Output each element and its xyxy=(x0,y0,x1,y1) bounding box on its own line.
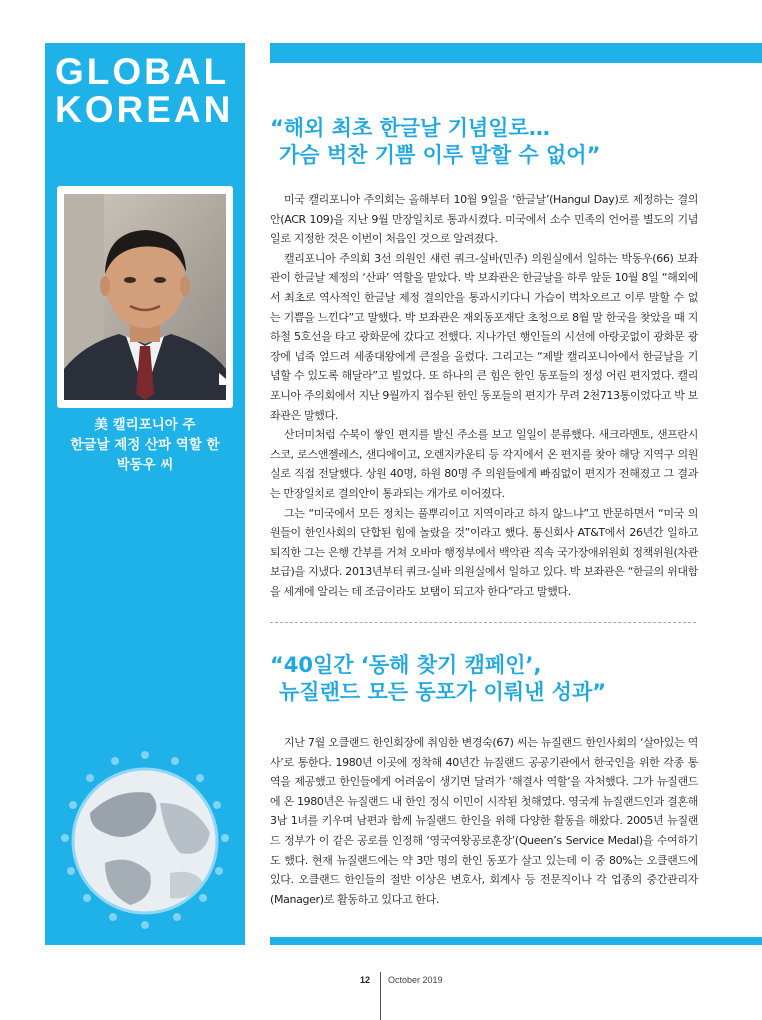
page-footer xyxy=(270,972,570,1020)
article-1-title xyxy=(270,115,710,169)
caption-line-3: 박동우 씨 xyxy=(116,457,174,473)
article-2-paragraph: 지난 7월 오클랜드 한인회장에 취임한 변경숙(67) 씨는 뉴질랜드 한인사회의 ‘살아있는 역사’로 통한다. 1980년 이곳에 정착해 40년간 뉴질랜드 공공기관에서 한국인을 위한 각종 통역을 제공했고 한인들에게 어려움이 생기면 달려가 ‘해결사 역할’을 자처했다. 그가 뉴질랜드에 온 1980년은 뉴질랜드 내 한인 정식 이민이 시작된 첫해였다. 영국계 뉴질랜드인과 결혼해 3남 1녀를 키우며 남편과 함께 뉴질랜드 한인을 위해 다양한 활동을 해왔다. 2005년 뉴질랜드 정부가 이 같은 공로를 인정해 ‘영국여왕공로훈장’(Queen’s Service Medal)을 수여하기도 했다. 현재 뉴질랜드에는 약 3만 명의 한인 동포가 살고 있는데 이 중 80%는 오클랜드에 있다. 오클랜드 한인들의 절반 이상은 변호사, 회계사 등 전문직이나 각 업종의 중간관리자(Manager)로 활동하고 있다고 한다. xyxy=(270,736,698,906)
issue-date: October 2019 xyxy=(388,975,443,985)
globe-illustration xyxy=(45,733,245,953)
article-1-paragraph: 그는 “미국에서 모든 정치는 풀뿌리이고 지역이라고 하지 않느냐”고 반문하면서 “미국 의원들이 한인사회의 단합된 힘에 놀랐을 것”이라고 했다. 통신회사 AT&T에서 26년간 일하고 퇴직한 그는 은행 간부를 거쳐 오바마 행정부에서 백악관 직속 국가장애위원회 정책위원(차관보급)을 지냈다. 2013년부터 쿼크-실바 의원실에서 일하고 있다. 박 보좌관은 “한글의 위대함을 세계에 알리는 데 조금이라도 보탬이 되고자 한다”라고 말했다. xyxy=(270,506,698,598)
brand-line-1: GLOBAL xyxy=(55,51,230,92)
article-1-body xyxy=(270,190,698,601)
portrait-frame-tail xyxy=(219,373,233,385)
sidebar-panel xyxy=(45,43,245,945)
article-2-title-line-1: “40일간 ‘동해 찾기 캠페인’, xyxy=(270,653,542,677)
article-1-title-line-2: 가슴 벅찬 기쁨 이루 말할 수 없어” xyxy=(279,143,601,167)
portrait-frame xyxy=(57,186,233,408)
header-accent-bar xyxy=(270,43,762,63)
caption-line-2: 한글날 제정 산파 역할 한 xyxy=(70,437,220,453)
globe-people-icon xyxy=(45,733,245,953)
article-2-title xyxy=(270,652,710,706)
portrait-photo xyxy=(64,194,226,400)
portrait-caption xyxy=(45,415,245,475)
brand-line-2: KOREAN xyxy=(55,89,234,130)
page-number: 12 xyxy=(359,975,370,985)
caption-line-1: 美 캘리포니아 주 xyxy=(94,417,196,433)
article-1-paragraph: 산더미처럼 수북이 쌓인 편지를 발신 주소를 보고 일일이 분류했다. 새크라멘토, 샌프란시스코, 로스앤젤레스, 샌디에이고, 오렌지카운티 등 각지에서 온 편지를 찾아 해당 지역구 의원실로 직접 전달했다. 상원 40명, 하원 80명 주 의원들에게 빠짐없이 편지가 전해졌고 그 결과는 만장일치로 결의안이 통과되는 개가로 이어졌다. xyxy=(270,428,698,500)
article-1-paragraph: 캘리포니아 주의회 3선 의원인 섀런 쿼크-실바(민주) 의원실에서 일하는 박동우(66) 보좌관이 한글날 제정의 ‘산파’ 역할을 맡았다. 박 보좌관은 한글날을 하루 앞둔 10월 8일 “해외에서 최초로 역사적인 한글날 제정 결의안을 통과시키다니 가슴이 벅차오르고 이루 말할 수 없는 기쁨을 느낀다”고 말했다. 박 보좌관은 재외동포재단 초청으로 8월 말 한국을 찾았을 때 지하철 5호선을 타고 광화문에 갔다고 전했다. 지나가던 행인들의 시선에 아랑곳없이 광화문 광장에 넙죽 엎드려 세종대왕에게 큰절을 올렸다. 그리고는 “제발 캘리포니아에서 한글날을 기념할 수 있도록 해달라”고 빌었다. 또 하나의 큰 힘은 한인 동포들의 정성 어린 편지였다. 캘리포니아 주의회에서 지난 9월까지 접수된 한인 동포들의 편지가 무려 2천713통이었다고 박 보좌관은 말했다. xyxy=(270,251,698,422)
article-1-title-line-1: “해외 최초 한글날 기념일로… xyxy=(270,116,550,140)
article-2-title-line-2: 뉴질랜드 모든 동포가 이뤄낸 성과” xyxy=(279,680,607,704)
article-1-paragraph: 미국 캘리포니아 주의회는 올해부터 10월 9일을 ‘한글날’(Hangul Day)로 제정하는 결의안(ACR 109)을 지난 9월 만장일치로 통과시켰다. 미국에서 소수 민족의 언어를 별도의 기념일로 지정한 것은 이번이 처음인 것으로 알려졌다. xyxy=(270,193,698,246)
footer-accent-bar xyxy=(270,937,762,945)
footer-divider xyxy=(380,972,381,1020)
portrait-illustration xyxy=(64,194,226,400)
section-brand xyxy=(55,53,243,129)
article-divider xyxy=(270,622,696,623)
article-2-body xyxy=(270,733,698,909)
